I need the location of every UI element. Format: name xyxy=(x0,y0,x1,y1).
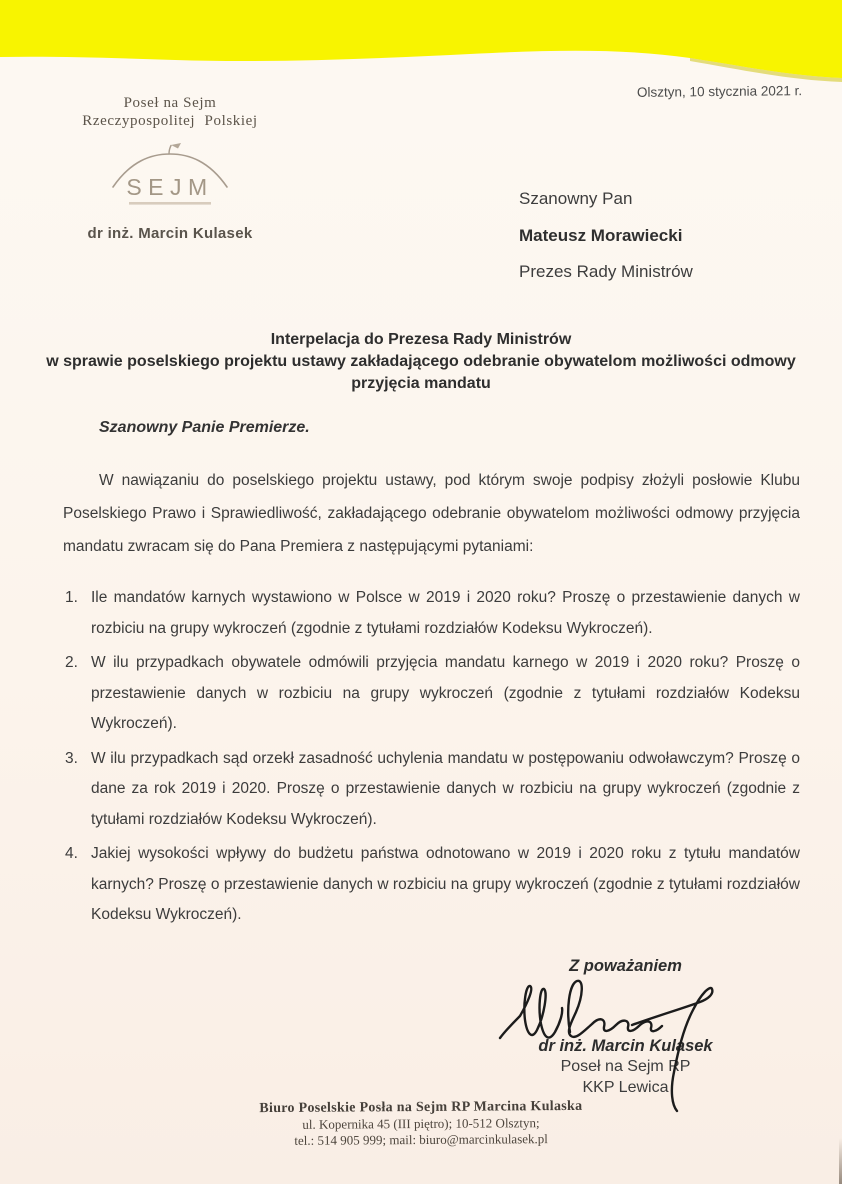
sejm-logo xyxy=(52,142,288,217)
sejm-dome-icon xyxy=(107,142,233,212)
office-footer xyxy=(0,1097,842,1150)
subject-line2: w sprawie poselskiego projektu ustawy zakładającego odebranie obywatelom możliwości odmowy przyjęcia mandatu xyxy=(46,353,796,392)
dome-flag-icon xyxy=(171,143,181,149)
subject-block xyxy=(40,329,802,395)
signer-name: dr inż. Marcin Kulasek xyxy=(538,1037,713,1055)
letterhead-member-name: dr inż. Marcin Kulasek xyxy=(87,225,253,242)
question-item-1: Ile mandatów karnych wystawiono w Polsce w 2019 i 2020 roku? Proszę o przestawienie danych w rozbiciu na grupy wykroczeń (zgodnie z tytułami rozdziałów Kodeksu Wykroczeń). xyxy=(91,589,800,637)
sejm-logo-text: SEJM xyxy=(126,174,214,200)
question-item-3: W ilu przypadkach sąd orzekł zasadność uchylenia mandatu w postępowaniu odwoławczym? Proszę o dane za rok 2019 i 2020. Proszę o przestawienie danych w rozbiciu na grupy wykroczeń (zgodnie z tytułami rozdziałów Kodeksu Wykroczeń). xyxy=(91,749,800,828)
valediction: Z poważaniem xyxy=(569,957,682,975)
signer-role-1: Poseł na Sejm RP xyxy=(560,1058,691,1075)
greeting: Szanowny Panie Premierze. xyxy=(99,419,310,436)
intro-paragraph: W nawiązaniu do poselskiego projektu ustawy, pod którym swoje podpisy złożyli posłowie Klubu Poselskiego Prawo i Sprawiedliwość, zakładającego odebranie obywatelom możliwości odmowy przyjęcia mandatu zwracam się do Pana Premiera z następującymi pytaniami: xyxy=(63,472,800,555)
addressee-block xyxy=(519,181,693,291)
addressee-name: Mateusz Morawiecki xyxy=(519,225,683,245)
addressee-salutation: Szanowny Pan xyxy=(519,189,633,208)
question-item-2: W ilu przypadkach obywatele odmówili przyjęcia mandatu karnego w 2019 i 2020 roku? Proszę o przestawienie danych w rozbiciu na grupy wykroczeń (zgodnie z tytułami rozdziałów Kodeksu Wykroczeń). xyxy=(91,654,800,732)
footer-address: ul. Kopernika 45 (III piętro); 10-512 Olsztyn; xyxy=(302,1115,540,1132)
letterhead-block xyxy=(52,94,288,242)
question-item-4: Jakiej wysokości wpływy do budżetu państwa odnotowano w 2019 i 2020 roku z tytułu mandatów karnych? Proszę o przestawienie danych w rozbiciu na grupy wykroczeń (zgodnie z tytułami rozdziałów Kodeksu Wykroczeń). xyxy=(91,845,800,923)
subject-line1: Interpelacja do Prezesa Rady Ministrów xyxy=(270,331,572,348)
logo-caption-strip xyxy=(129,202,211,205)
signer-block xyxy=(513,1036,738,1098)
footer-office-name: Biuro Poselskie Posła na Sejm RP Marcina Kulaska xyxy=(259,1098,583,1117)
signer-role-2: KKP Lewica xyxy=(582,1078,669,1096)
letterhead-title-line2: Rzeczypospolitej Polskiej xyxy=(82,113,258,129)
addressee-title: Prezes Rady Ministrów xyxy=(519,262,693,281)
footer-contact: tel.: 514 905 999; mail: biuro@marcinkulasek.pl xyxy=(294,1130,548,1148)
questions-list xyxy=(63,583,800,935)
letterhead-title-line1: Poseł na Sejm xyxy=(123,95,217,111)
yellow-highlight-band xyxy=(0,0,842,90)
date-line: Olsztyn, 10 stycznia 2021 r. xyxy=(636,83,803,100)
